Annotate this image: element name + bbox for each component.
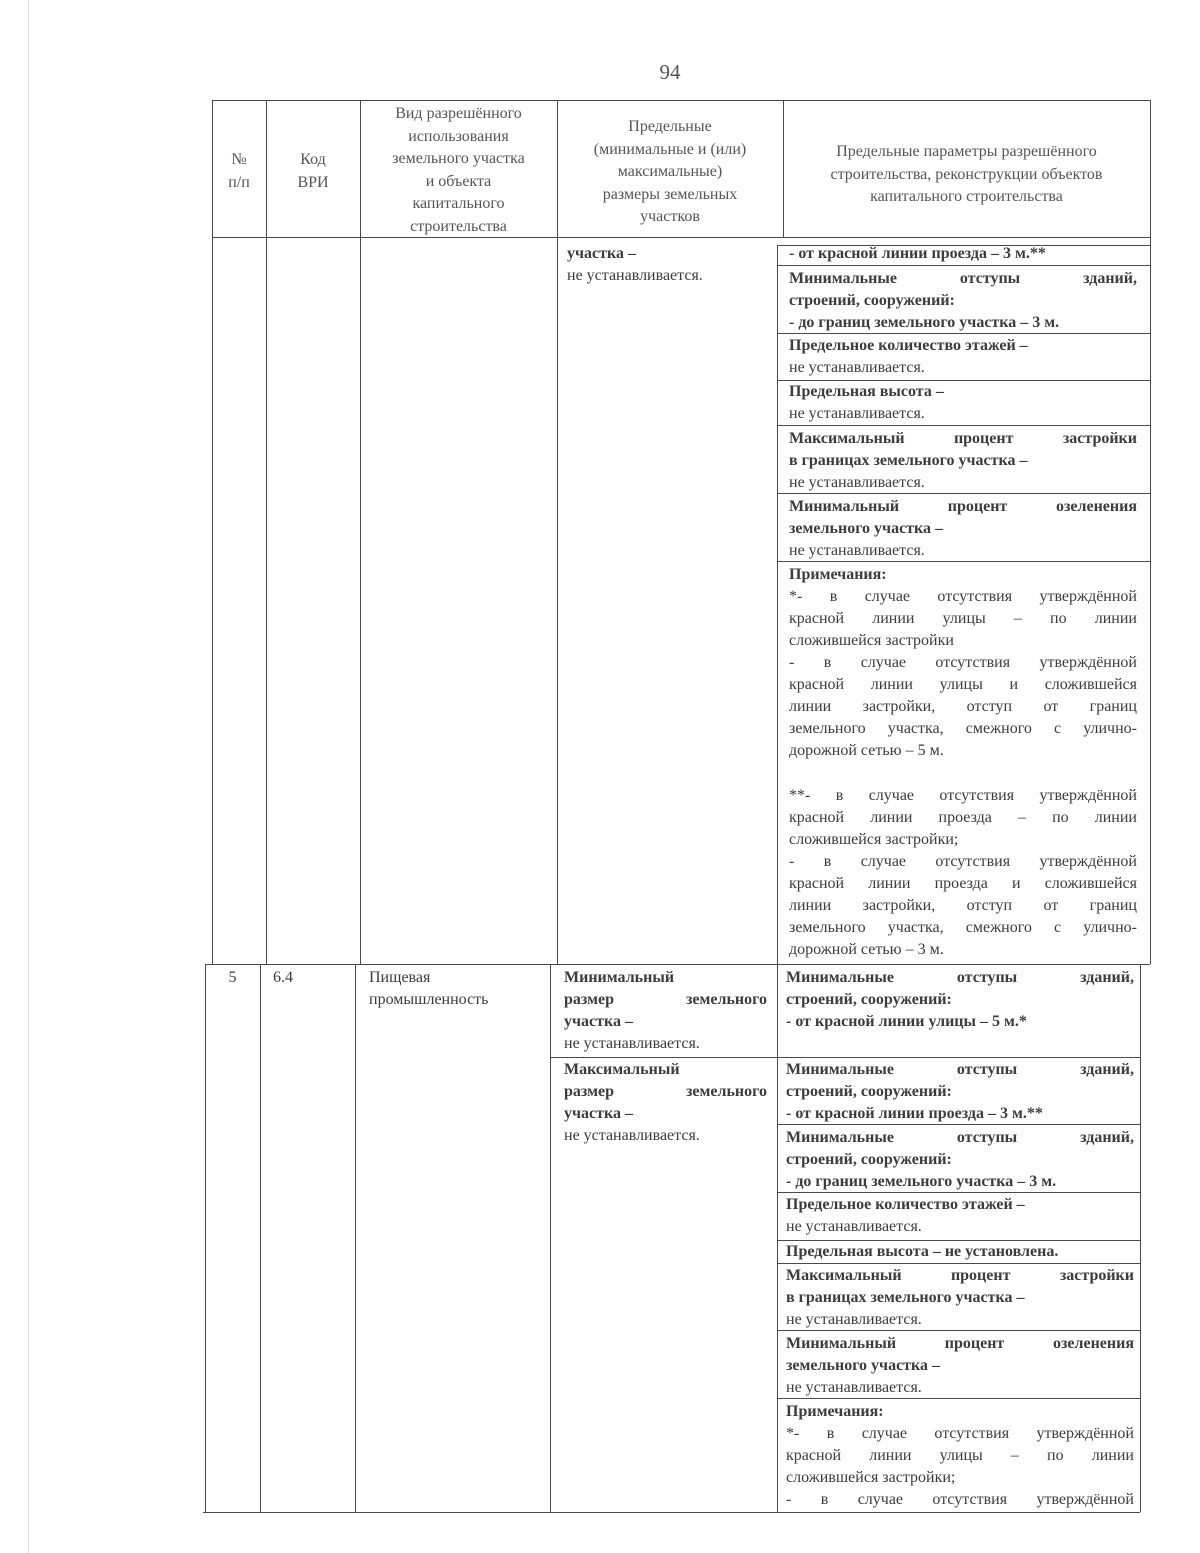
row5-num: 5 <box>228 969 237 986</box>
col-line-3 <box>557 100 558 964</box>
row5-param-1: Минимальные отступы зданий, строений, сооружений: - от красной линии проезда – 3 м.** <box>786 1061 1134 1122</box>
page-number: 94 <box>659 60 681 84</box>
cont-param-0: - от красной линии проезда – 3 м.** <box>789 245 1046 262</box>
header-kind: Вид разрешённого использования земельного участка и объекта капитального строительства <box>392 105 525 235</box>
cont-param-5: Минимальный процент озеленения земельного участка – не устанавливается. <box>789 498 1137 559</box>
table-bottom-border <box>203 1512 1140 1513</box>
header-num: № п/п <box>228 151 250 191</box>
param-line <box>777 425 1150 426</box>
row5-param-6: Минимальный процент озеленения земельного участка – не устанавливается. <box>786 1335 1134 1396</box>
cont-param-4: Максимальный процент застройки в границах земельного участка – не устанавливается. <box>789 430 1137 491</box>
param-line <box>777 1263 1140 1264</box>
cont-notes: Примечания: *- в случае отсутствия утверждённой красной линии улицы – по линии сложившейся застройки - в случае отсутствия утверждённой красной линии улицы и сложившейся линии застройки, отступ от границ земельного участка, смежного с улично- дорожной сетью – 5 м. **- в случае отсутствия утверждённой красной линии проезда – по линии сложившейся застройки; - в случае отсутствия утверждённой красной линии проезда и сложившейся линии застройки, отступ от границ земельного участка, смежного с улично- дорожной сетью – 3 м. <box>789 566 1137 958</box>
header-params: Предельные параметры разрешённого строительства, реконструкции объектов капитального строительства <box>830 143 1103 205</box>
continuation-size-text: участка – не устанавливается. <box>567 245 703 284</box>
row5-param-2: Минимальные отступы зданий, строений, сооружений: - до границ земельного участка – 3 м. <box>786 1129 1134 1190</box>
param-line <box>777 1057 1140 1058</box>
param-cell-left-b <box>777 964 778 1512</box>
row5-param-4: Предельная высота – не установлена. <box>786 1243 1059 1260</box>
row5-max-size: Максимальный размер земельного участка – не устанавливается. <box>564 1061 767 1144</box>
cont-param-2: Предельное количество этажей – не устанавливается. <box>789 337 1028 376</box>
row5-min-size: Минимальный размер земельного участка – не устанавливается. <box>564 969 767 1052</box>
cont-param-3: Предельная высота – не устанавливается. <box>789 383 944 422</box>
param-cell-left <box>777 245 778 964</box>
col-line-1 <box>266 100 267 964</box>
row5-param-3: Предельное количество этажей – не устанавливается. <box>786 1196 1025 1235</box>
col-line-0b <box>205 964 206 1512</box>
col-line-right-b <box>1140 964 1141 1512</box>
col-line-1b <box>260 964 261 1512</box>
row-divider <box>205 964 1150 965</box>
col-line-0 <box>212 100 213 964</box>
col-line-3b <box>550 964 551 1512</box>
row5-param-0: Минимальные отступы зданий, строений, сооружений: - от красной линии улицы – 5 м.* <box>786 969 1134 1030</box>
row5-kind: Пищевая промышленность <box>369 969 489 1008</box>
cont-param-1: Минимальные отступы зданий, строений, сооружений: - до границ земельного участка – 3 м. <box>789 270 1137 331</box>
col-line-2b <box>355 964 356 1512</box>
col-line-right <box>1150 100 1151 964</box>
param-line <box>777 265 1150 266</box>
header-code: Код ВРИ <box>297 151 329 191</box>
header-bottom-border <box>212 237 1150 238</box>
row5-param-5: Максимальный процент застройки в границах земельного участка – не устанавливается. <box>786 1267 1134 1328</box>
row5-notes: Примечания: *- в случае отсутствия утверждённой красной линии улицы – по линии сложившейся застройки; - в случае отсутствия утверждённой <box>786 1403 1134 1508</box>
row5-code: 6.4 <box>273 969 293 986</box>
table-top-border <box>212 100 1150 101</box>
header-sizes: Предельные (минимальные и (или) максимальные) размеры земельных участков <box>593 118 747 225</box>
size-divider <box>550 1057 780 1058</box>
